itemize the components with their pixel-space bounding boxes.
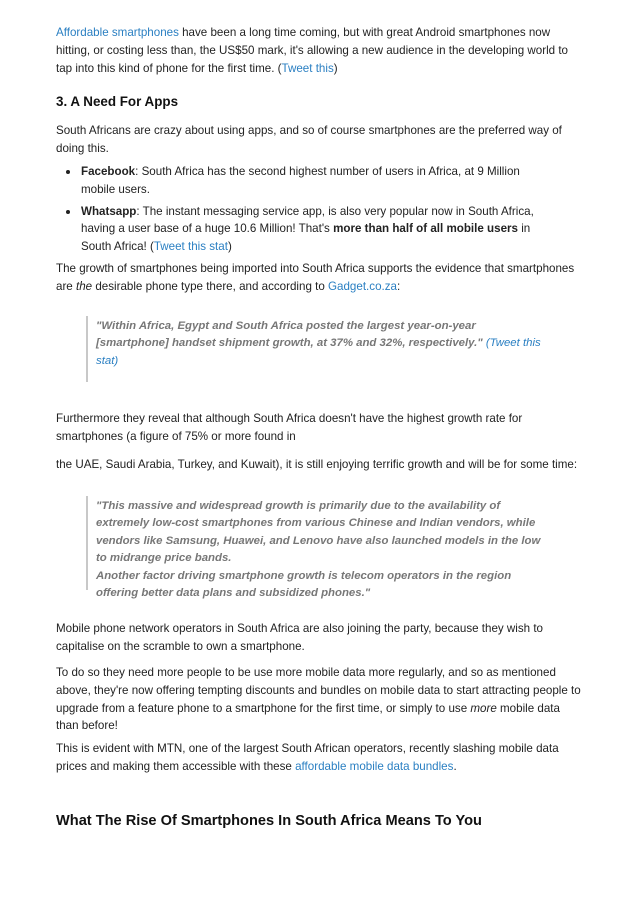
growth-text: The growth of smartphones being imported into South Africa supports the evidence that smartphones are <box>56 262 575 293</box>
whatsapp-term: Whatsapp <box>81 204 137 218</box>
bullet-icon <box>66 210 70 214</box>
blockquote-growth <box>86 496 546 600</box>
apps-paragraph: South Africans are crazy about using apps, and so of course smartphones are the preferred way of doing this. <box>56 124 562 155</box>
apps-list <box>56 163 556 256</box>
blockquote-gadget <box>86 316 546 382</box>
todo-text-post: mobile data than before! <box>56 701 560 733</box>
gadget-link[interactable]: Gadget.co.za <box>328 279 397 293</box>
quote2-line1: "This massive and widespread growth is primarily due to the availability of extremely low-cost smartphones from various Chinese and Indian vendors, while vendors like Samsung, Huawei, and Lenovo have also launched models in the low to midrange price bands. <box>96 500 541 565</box>
facebook-term: Facebook <box>81 165 136 178</box>
bullet-icon <box>66 170 70 174</box>
tweet-this-stat-link[interactable]: Tweet this stat <box>153 240 228 254</box>
section-heading-apps: 3. A Need For Apps <box>56 94 179 109</box>
mtn-text: This is evident with MTN, one of the largest South African operators, recently slashing mobile data prices and making them accessible with these <box>56 742 559 773</box>
whatsapp-close: ) <box>227 240 232 254</box>
intro-text: have been a long time coming, but with great Android smartphones now hitting, or costing less than, the US$50 mark, it's allowing a new audience in the developing world to tap into this kind of phone for the first time. ( <box>56 26 568 75</box>
whatsapp-text: : The instant messaging service app, is also very popular now in South Africa, having a user base of a huge 10.6 Million! That's <box>81 204 534 236</box>
todo-emphasis: more <box>470 701 497 715</box>
data-bundles-link[interactable]: affordable mobile data bundles <box>295 759 454 773</box>
whatsapp-highlight: more than half of all mobile users <box>333 222 518 236</box>
growth-emphasis: the <box>75 279 93 293</box>
affordable-smartphones-link[interactable]: Affordable smartphones <box>56 26 179 39</box>
uae-paragraph: the UAE, Saudi Arabia, Turkey, and Kuwait), it is still enjoying terrific growth and will be for some time: <box>56 458 578 471</box>
todo-text: To do so they need more people to be use more mobile data more regularly, and so as mentioned above, they're now offering tempting discounts and bundles on mobile data to start attracting people to upgrade from a feature phone to a smartphone for the first time, or simply to use <box>56 666 581 715</box>
todo-paragraph <box>56 664 582 735</box>
final-heading: What The Rise Of Smartphones In South Africa Means To You <box>56 813 482 829</box>
furthermore-paragraph: Furthermore they reveal that although South Africa doesn't have the highest growth rate for smartphones (a figure of 75% or more found in <box>56 412 523 443</box>
quote1-text: "Within Africa, Egypt and South Africa posted the largest year-on-year [smartphone] handset shipment growth, at 37% and 32%, respectively." <box>96 320 486 350</box>
operators-paragraph: Mobile phone network operators in South Africa are also joining the party, because they wish to capitalise on the scramble to own a smartphone. <box>56 622 544 653</box>
intro-paragraph <box>56 24 582 77</box>
list-item-facebook <box>56 163 556 199</box>
whatsapp-text-after: in South Africa! ( <box>81 222 531 254</box>
mtn-text-post: . <box>453 759 457 773</box>
growth-paragraph <box>56 260 582 296</box>
growth-text-mid: desirable phone type there, and according to <box>92 279 329 293</box>
quote1-tweet-link[interactable]: (Tweet this stat) <box>96 337 541 367</box>
intro-close: ) <box>333 61 338 75</box>
facebook-text: : South Africa has the second highest number of users in Africa, at 9 Million mobile users. <box>81 165 520 196</box>
mtn-paragraph <box>56 740 582 776</box>
growth-text-post: : <box>396 279 401 293</box>
list-item-whatsapp <box>56 203 556 256</box>
quote2-line2: Another factor driving smartphone growth is telecom operators in the region offering better data plans and subsidized phones." <box>96 569 512 600</box>
tweet-this-link[interactable]: Tweet this <box>281 61 334 75</box>
